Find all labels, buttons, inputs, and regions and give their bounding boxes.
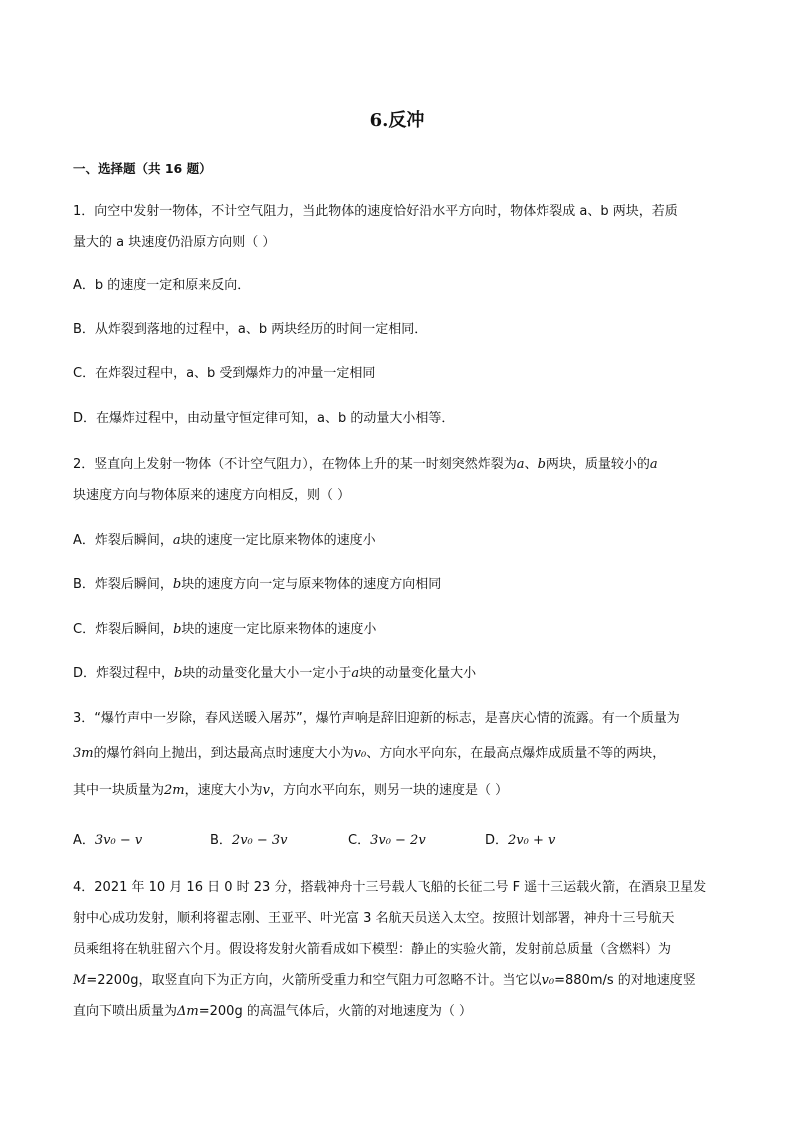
- q3-var: 3m: [73, 746, 94, 761]
- option-expression: 2v₀ − 3v: [231, 833, 288, 848]
- q2-text: 两块，质量较小的: [545, 457, 650, 472]
- q4-stem-line3: 员乘组将在轨驻留六个月。假设将发射火箭看成如下模型：静止的实验火箭，发射前总质量（含燃料）为: [73, 942, 672, 957]
- q2-option-text: B．炸裂后瞬间，: [73, 577, 173, 592]
- option-expression: 3v₀ − v: [94, 833, 143, 848]
- q2-option-text: 块的速度一定比原来物体的速度小: [181, 622, 377, 637]
- option-label: A．: [73, 833, 95, 848]
- q2-var: b: [172, 577, 182, 592]
- q2-option-c: [73, 621, 376, 639]
- q2-var-a: a: [649, 457, 658, 472]
- q2-option-d: [73, 665, 476, 683]
- q1-option-a: A．b 的速度一定和原来反向．: [73, 278, 251, 293]
- q3-var: 2m: [164, 783, 185, 798]
- q4-var: Δm: [177, 1004, 199, 1019]
- q2-var: b: [174, 666, 183, 681]
- q4-var: v₀: [541, 973, 555, 988]
- q2-option-text: C．炸裂后瞬间，: [73, 622, 174, 637]
- q3-stem-line1: 3．“爆竹声中一岁除，春风送暖入屠苏”，爆竹声响是辞旧迎新的标志，是喜庆心情的流露。有一个质量为: [73, 711, 680, 726]
- q2-option-text: 块的速度一定比原来物体的速度小: [180, 533, 376, 548]
- q2-var-a: a: [516, 457, 525, 472]
- q3-stem-line2: [73, 745, 665, 763]
- q2-option-text: D．炸裂过程中，: [73, 666, 175, 681]
- q2-option-text: A．炸裂后瞬间，: [73, 533, 173, 548]
- q4-text: =2200g，取竖直向下为正方向，火箭所受重力和空气阻力可忽略不计。当它以: [86, 973, 542, 988]
- q2-stem-line2: 块速度方向与物体原来的速度方向相反，则（ ）: [73, 488, 351, 503]
- q2-var: a: [172, 533, 181, 548]
- q3-option-a: [73, 832, 142, 850]
- q3-option-d: [485, 832, 555, 850]
- q3-option-c: [348, 832, 426, 850]
- q3-stem-line3: [73, 782, 508, 800]
- q2-var: b: [173, 622, 182, 637]
- option-label: C．: [348, 833, 371, 848]
- q1-option-b: B．从炸裂到落地的过程中，a、b 两块经历的时间一定相同．: [73, 322, 428, 337]
- q2-option-text: 块的动量变化量大小一定小于: [182, 666, 352, 681]
- q4-stem-line5: [73, 1003, 472, 1021]
- option-label: D．: [485, 833, 509, 848]
- q4-stem-line1: 4．2021 年 10 月 16 日 0 时 23 分，搭载神舟十三号载人飞船的长征二号 F 遥十三运载火箭，在酒泉卫星发: [73, 880, 707, 895]
- q3-var: v: [262, 783, 270, 798]
- q2-text: 2．竖直向上发射一物体（不计空气阻力），在物体上升的某一时刻突然炸裂为: [73, 457, 517, 472]
- q2-var: a: [351, 666, 360, 681]
- q4-text: =200g 的高温气体后，火箭的对地速度为（ ）: [198, 1004, 472, 1019]
- option-label: B．: [210, 833, 232, 848]
- q2-option-text: 块的速度方向一定与原来物体的速度方向相同: [181, 577, 442, 592]
- q4-stem-line4: [73, 972, 696, 990]
- q1-option-d: D．在爆炸过程中，由动量守恒定律可知，a、b 的动量大小相等．: [73, 411, 455, 426]
- q4-stem-line2: 射中心成功发射，顺利将翟志刚、王亚平、叶光富 3 名航天员送入太空。按照计划部署，神舟十三号航天: [73, 911, 675, 926]
- q2-option-b: [73, 576, 441, 594]
- q2-text: 、: [524, 457, 538, 472]
- q3-text: 、方向水平向东，在最高点爆炸成质量不等的两块，: [366, 746, 666, 761]
- q3-text: ，速度大小为: [184, 783, 263, 798]
- q2-option-text: 块的动量变化量大小: [359, 666, 477, 681]
- q1-option-c: C．在炸裂过程中，a、b 受到爆炸力的冲量一定相同: [73, 366, 376, 381]
- q2-stem-line1: [73, 456, 658, 474]
- option-expression: 3v₀ − 2v: [370, 833, 426, 848]
- q3-text: 的爆竹斜向上抛出，到达最高点时速度大小为: [93, 746, 354, 761]
- q1-stem-line1: 1．向空中发射一物体，不计空气阻力，当此物体的速度恰好沿水平方向时，物体炸裂成 a、b 两块，若质: [73, 204, 678, 219]
- q4-var: M: [73, 973, 87, 988]
- q4-text: 直向下喷出质量为: [73, 1004, 178, 1019]
- q2-var-b: b: [537, 457, 546, 472]
- q1-stem-line2: 量大的 a 块速度仍沿原方向则（ ）: [73, 235, 276, 250]
- option-expression: 2v₀ + v: [508, 833, 556, 848]
- q2-option-a: [73, 532, 376, 550]
- q4-text: =880m/s 的对地速度竖: [554, 973, 696, 988]
- q3-option-b: [210, 832, 288, 850]
- q3-text: ，方向水平向东，则另一块的速度是（ ）: [270, 783, 509, 798]
- page-title: 6.反冲: [369, 110, 425, 131]
- q3-var: v₀: [353, 746, 367, 761]
- q3-text: 其中一块质量为: [73, 783, 165, 798]
- section-heading: 一、选择题（共 16 题）: [73, 161, 212, 176]
